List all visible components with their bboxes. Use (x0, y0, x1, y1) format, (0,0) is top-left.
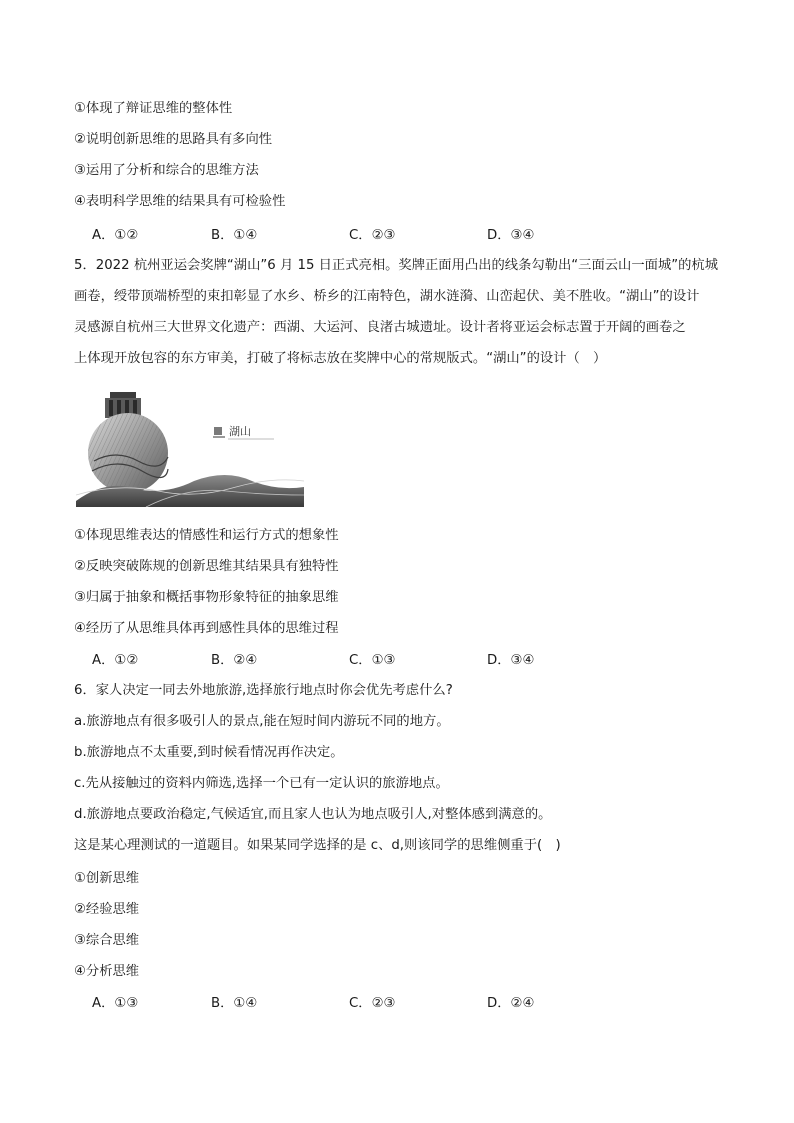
q5-option-d: D．③④ (487, 653, 535, 668)
q4-item-4: ④表明科学思维的结果具有可检验性 (74, 194, 286, 209)
q4-option-c: C．②③ (349, 228, 396, 243)
q5-item-4: ④经历了从思维具体再到感性具体的思维过程 (74, 621, 339, 636)
q6-option-c: C．②③ (349, 996, 396, 1011)
q6-item-1: ①创新思维 (74, 871, 140, 886)
q6-option-d: D．②④ (487, 996, 535, 1011)
q6-options (92, 996, 712, 1012)
q5-stem-line-4: 上体现开放包容的东方审美，打破了将标志放在奖牌中心的常规版式。“湖山”的设计（ ） (74, 351, 607, 366)
q4-option-a: A．①② (92, 228, 139, 243)
q5-item-2: ②反映突破陈规的创新思维其结果具有独特性 (74, 559, 339, 574)
q4-item-1: ①体现了辩证思维的整体性 (74, 101, 233, 116)
q4-option-d: D．③④ (487, 228, 535, 243)
q4-option-b: B．①④ (211, 228, 258, 243)
q6-item-3: ③综合思维 (74, 933, 140, 948)
q5-stem-line-3: 灵感源自杭州三大世界文化遗产：西湖、大运河、良渚古城遗址。设计者将亚运会标志置于开阔的画卷之 (74, 320, 686, 335)
q4-options (92, 228, 712, 244)
q4-item-3: ③运用了分析和综合的思维方法 (74, 163, 259, 178)
q5-options (92, 653, 712, 669)
medal-logo-text: 湖山 (229, 425, 251, 438)
q4-item-2: ②说明创新思维的思路具有多向性 (74, 132, 273, 147)
q5-stem-line-1: 5．2022 杭州亚运会奖牌“湖山”6 月 15 日正式亮相。奖牌正面用凸出的线条勾勒出“三面云山一面城”的杭城 (74, 258, 719, 273)
q6-choice-d: d.旅游地点要政治稳定,气候适宜,而且家人也认为地点吸引人,对整体感到满意的。 (74, 807, 552, 822)
q6-option-b: B．①④ (211, 996, 258, 1011)
q5-stem-line-2: 画卷，绶带顶端桥型的束扣彰显了水乡、桥乡的江南特色，湖水涟漪、山峦起伏、美不胜收。“湖山”的设计 (74, 289, 700, 304)
q6-item-4: ④分析思维 (74, 964, 140, 979)
q5-option-b: B．②④ (211, 653, 258, 668)
q6-choice-c: c.先从接触过的资料内筛选,选择一个已有一定认识的旅游地点。 (74, 776, 449, 791)
q6-option-a: A．①③ (92, 996, 139, 1011)
q5-option-c: C．①③ (349, 653, 396, 668)
medal-illustration (76, 391, 304, 507)
q6-question: 这是某心理测试的一道题目。如果某同学选择的是 c、d,则该同学的思维侧重于( ) (74, 838, 561, 853)
medal-image (76, 391, 304, 507)
q6-stem: 6．家人决定一同去外地旅游,选择旅行地点时你会优先考虑什么? (74, 683, 453, 698)
q5-option-a: A．①② (92, 653, 139, 668)
q6-item-2: ②经验思维 (74, 902, 140, 917)
q6-choice-a: a.旅游地点有很多吸引人的景点,能在短时间内游玩不同的地方。 (74, 714, 450, 729)
q5-item-1: ①体现思维表达的情感性和运行方式的想象性 (74, 528, 339, 543)
q6-choice-b: b.旅游地点不太重要,到时候看情况再作决定。 (74, 745, 344, 760)
q5-item-3: ③归属于抽象和概括事物形象特征的抽象思维 (74, 590, 339, 605)
